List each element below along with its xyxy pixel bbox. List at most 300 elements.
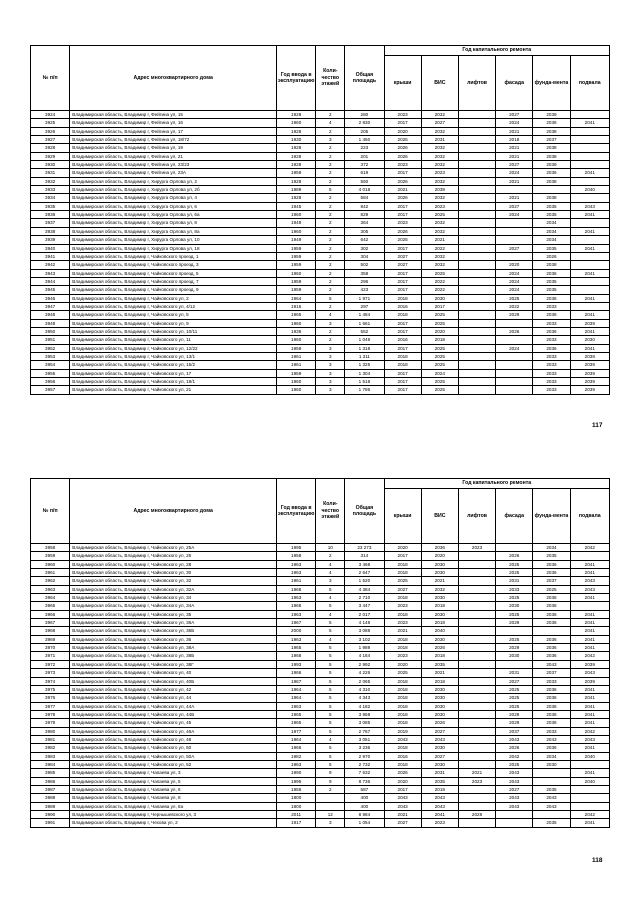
cell-facade: [496, 319, 533, 327]
cell-area: 3 447: [345, 602, 384, 610]
cell-roof: 2018: [384, 311, 421, 319]
cell-basement: [570, 602, 609, 610]
table-row: [31, 752, 610, 760]
cell-floors: 3: [316, 352, 345, 360]
cell-area: 2 647: [345, 569, 384, 577]
col-header-num: № п/п: [31, 46, 70, 111]
cell-foundation: 2036: [533, 744, 570, 752]
cell-year: 1963: [277, 610, 316, 618]
cell-vis: 2032: [421, 111, 458, 119]
cell-year: 1961: [277, 361, 316, 369]
cell-vis: 2021: [421, 669, 458, 677]
cell-area: 400: [345, 802, 384, 810]
cell-basement: 2039: [570, 361, 609, 369]
cell-num: 3986: [31, 777, 70, 785]
cell-floors: 4: [316, 569, 345, 577]
cell-area: 205: [345, 127, 384, 135]
cell-lift: [458, 327, 495, 335]
cell-area: 3 102: [345, 635, 384, 643]
cell-lift: [458, 610, 495, 618]
table-row: [31, 177, 610, 185]
cell-floors: 2: [316, 252, 345, 260]
cell-basement: [570, 219, 609, 227]
cell-num: 3931: [31, 169, 70, 177]
cell-foundation: 2036: [533, 702, 570, 710]
cell-area: 1 484: [345, 311, 384, 319]
table-row: [31, 161, 610, 169]
cell-year: 2000: [277, 627, 316, 635]
cell-basement: 2040: [570, 777, 609, 785]
cell-year: 1915: [277, 302, 316, 310]
cell-year: 1977: [277, 727, 316, 735]
cell-area: 2 065: [345, 677, 384, 685]
cell-lift: [458, 677, 495, 685]
table-row: [31, 286, 610, 294]
cell-address: Владимирская область, Владимир г, Хирурга Орлова ул, 18: [70, 244, 277, 252]
cell-vis: 2025: [421, 344, 458, 352]
cell-roof: 2018: [384, 677, 421, 685]
cell-area: 3 468: [345, 560, 384, 568]
cell-basement: 2038: [570, 352, 609, 360]
table-row: [31, 194, 610, 202]
cell-vis: 2030: [421, 760, 458, 768]
cell-year: 1959: [277, 169, 316, 177]
cell-foundation: 2036: [533, 610, 570, 618]
cell-address: Владимирская область, Владимир г, Чайковского ул, 45: [70, 719, 277, 727]
cell-floors: 2: [316, 269, 345, 277]
cell-facade: 2026: [496, 552, 533, 560]
cell-area: 619: [345, 169, 384, 177]
cell-year: 1967: [277, 677, 316, 685]
cell-vis: 2030: [421, 594, 458, 602]
cell-vis: 2025: [421, 361, 458, 369]
cell-vis: 2040: [421, 627, 458, 635]
cell-num: 3978: [31, 710, 70, 718]
cell-year: 1959: [277, 277, 316, 285]
cell-facade: 2025: [496, 702, 533, 710]
cell-basement: [570, 794, 609, 802]
cell-roof: 2020: [384, 127, 421, 135]
cell-lift: [458, 685, 495, 693]
cell-facade: 2043: [496, 769, 533, 777]
cell-year: 1968: [277, 585, 316, 593]
cell-facade: 2027: [496, 161, 533, 169]
cell-foundation: [533, 627, 570, 635]
cell-area: 23 273: [345, 544, 384, 552]
cell-basement: 2039: [570, 369, 609, 377]
cell-num: 3962: [31, 577, 70, 585]
cell-roof: 2021: [384, 186, 421, 194]
cell-facade: 2037: [496, 727, 533, 735]
cell-address: Владимирская область, Владимир г, Фейгина ул, 23/23: [70, 161, 277, 169]
document-page-117: [30, 45, 610, 395]
table-row: [31, 785, 610, 793]
cell-roof: 2017: [384, 552, 421, 560]
cell-basement: 2041: [570, 819, 609, 827]
cell-lift: [458, 144, 495, 152]
cell-vis: 2025: [421, 319, 458, 327]
table-row: [31, 627, 610, 635]
table-row: [31, 602, 610, 610]
cell-roof: 2025: [384, 577, 421, 585]
cell-floors: 2: [316, 244, 345, 252]
cell-foundation: 2036: [533, 294, 570, 302]
cell-facade: [496, 378, 533, 386]
cell-year: 1960: [277, 119, 316, 127]
cell-area: 1 661: [345, 319, 384, 327]
cell-area: 4 148: [345, 619, 384, 627]
cell-area: 7 532: [345, 769, 384, 777]
cell-floors: 4: [316, 610, 345, 618]
cell-foundation: 2036: [533, 694, 570, 702]
cell-facade: 2021: [496, 144, 533, 152]
cell-address: Владимирская область, Владимир г, Хирурга Орлова ул, 4: [70, 194, 277, 202]
cell-basement: [570, 760, 609, 768]
cell-facade: 2029: [496, 311, 533, 319]
cell-area: 4 018: [345, 186, 384, 194]
cell-lift: 2023: [458, 777, 495, 785]
cell-roof: 2018: [384, 760, 421, 768]
cell-address: Владимирская область, Владимир г, Чайковского ул, 9: [70, 319, 277, 327]
table-row: [31, 169, 610, 177]
cell-basement: 2042: [570, 652, 609, 660]
cell-area: 2 992: [345, 660, 384, 668]
cell-year: 1936: [277, 327, 316, 335]
table-row: [31, 569, 610, 577]
cell-roof: 2017: [384, 785, 421, 793]
cell-area: 1 520: [345, 577, 384, 585]
cell-floors: 4: [316, 311, 345, 319]
cell-num: 3971: [31, 652, 70, 660]
cell-facade: [496, 219, 533, 227]
cell-vis: 2032: [421, 127, 458, 135]
table-row: [31, 252, 610, 260]
cell-lift: [458, 585, 495, 593]
cell-year: 1917: [277, 819, 316, 827]
cell-lift: [458, 269, 495, 277]
cell-basement: 2041: [570, 719, 609, 727]
cell-num: 3966: [31, 610, 70, 618]
cell-foundation: 2036: [533, 644, 570, 652]
cell-floors: 12: [316, 811, 345, 819]
cell-roof: 2026: [384, 227, 421, 235]
cell-foundation: 2036: [533, 594, 570, 602]
cell-num: 3970: [31, 644, 70, 652]
cell-num: 3935: [31, 202, 70, 210]
cell-lift: [458, 378, 495, 386]
cell-address: Владимирская область, Владимир г, Чапаева ул, 3: [70, 769, 277, 777]
cell-vis: 2021: [421, 236, 458, 244]
cell-floors: 2: [316, 227, 345, 235]
cell-area: 587: [345, 785, 384, 793]
table-row: [31, 719, 610, 727]
cell-vis: 2032: [421, 194, 458, 202]
cell-vis: 2017: [421, 302, 458, 310]
cell-vis: 2032: [421, 161, 458, 169]
cell-lift: [458, 744, 495, 752]
cell-year: 1965: [277, 644, 316, 652]
cell-area: 1 311: [345, 352, 384, 360]
cell-facade: [496, 369, 533, 377]
cell-floors: 2: [316, 161, 345, 169]
cell-lift: [458, 194, 495, 202]
cell-year: 1928: [277, 111, 316, 119]
cell-num: 3983: [31, 752, 70, 760]
cell-vis: 2032: [421, 585, 458, 593]
cell-year: 1963: [277, 594, 316, 602]
cell-basement: 2041: [570, 344, 609, 352]
cell-floors: 3: [316, 577, 345, 585]
cell-roof: 2023: [384, 602, 421, 610]
col-header-repair-group: Год капитального ремонта: [384, 46, 609, 56]
cell-foundation: 2025: [533, 585, 570, 593]
table-row: [31, 560, 610, 568]
table-row: [31, 236, 610, 244]
cell-basement: 2041: [570, 269, 609, 277]
cell-year: 1963: [277, 702, 316, 710]
cell-num: 3968: [31, 627, 70, 635]
cell-address: Владимирская область, Владимир г, Чайковского ул, 50А: [70, 752, 277, 760]
cell-floors: 2: [316, 552, 345, 560]
cell-lift: [458, 136, 495, 144]
cell-area: 2 767: [345, 727, 384, 735]
cell-roof: 2017: [384, 327, 421, 335]
cell-year: 1949: [277, 236, 316, 244]
cell-year: 1960: [277, 378, 316, 386]
table-row: [31, 577, 610, 585]
cell-vis: 2030: [421, 702, 458, 710]
cell-lift: [458, 352, 495, 360]
cell-roof: 2018: [384, 694, 421, 702]
cell-year: 1960: [277, 319, 316, 327]
cell-roof: 2023: [384, 111, 421, 119]
cell-num: 3984: [31, 760, 70, 768]
table-row: [31, 277, 610, 285]
cell-address: Владимирская область, Владимир г, Чайковского ул, 34: [70, 594, 277, 602]
cell-vis: 2043: [421, 794, 458, 802]
cell-basement: 2041: [570, 227, 609, 235]
col-header-lift: лифтов: [458, 489, 495, 544]
cell-address: Владимирская область, Владимир г, Чапаева ул, 8: [70, 794, 277, 802]
cell-num: 3933: [31, 186, 70, 194]
cell-num: 3952: [31, 344, 70, 352]
table-row: [31, 227, 610, 235]
cell-facade: 2027: [496, 111, 533, 119]
cell-facade: 2025: [496, 569, 533, 577]
cell-year: 1949: [277, 219, 316, 227]
table-row: [31, 261, 610, 269]
cell-num: 3975: [31, 685, 70, 693]
cell-floors: 2: [316, 219, 345, 227]
cell-year: 1959: [277, 261, 316, 269]
cell-basement: [570, 552, 609, 560]
cell-facade: 2043: [496, 802, 533, 810]
cell-floors: 5: [316, 702, 345, 710]
cell-basement: 2041: [570, 769, 609, 777]
cell-floors: 2: [316, 211, 345, 219]
cell-lift: [458, 735, 495, 743]
cell-year: 1964: [277, 735, 316, 743]
cell-vis: 2025: [421, 211, 458, 219]
cell-basement: 2041: [570, 635, 609, 643]
cell-area: 4 226: [345, 669, 384, 677]
cell-address: Владимирская область, Владимир г, Чайковского ул, 44Б: [70, 710, 277, 718]
cell-address: Владимирская область, Владимир г, Чайковского ул, 21: [70, 386, 277, 394]
cell-vis: 2030: [421, 710, 458, 718]
cell-floors: 5: [316, 627, 345, 635]
cell-lift: [458, 386, 495, 394]
table-row: [31, 352, 610, 360]
cell-foundation: 2038: [533, 177, 570, 185]
cell-facade: 2031: [496, 669, 533, 677]
cell-address: Владимирская область, Владимир г, Чайковского ул, 35: [70, 610, 277, 618]
cell-facade: 2029: [496, 719, 533, 727]
cell-foundation: 2043: [533, 794, 570, 802]
cell-num: 3934: [31, 194, 70, 202]
cell-num: 3939: [31, 236, 70, 244]
cell-facade: 2027: [496, 785, 533, 793]
cell-facade: 2043: [496, 735, 533, 743]
cell-floors: 3: [316, 136, 345, 144]
cell-floors: 2: [316, 236, 345, 244]
cell-address: Владимирская область, Владимир г, Чайковского ул, 36: [70, 635, 277, 643]
cell-vis: 2032: [421, 152, 458, 160]
cell-roof: 2018: [384, 685, 421, 693]
cell-year: 1963: [277, 569, 316, 577]
cell-foundation: [533, 769, 570, 777]
cell-vis: 2031: [421, 136, 458, 144]
cell-floors: 2: [316, 261, 345, 269]
cell-num: 3985: [31, 769, 70, 777]
cell-address: Владимирская область, Владимир г, Чайковского ул, 48: [70, 735, 277, 743]
cell-vis: 2036: [421, 544, 458, 552]
col-header-roof: крыши: [384, 56, 421, 111]
cell-facade: [496, 819, 533, 827]
cell-roof: 2043: [384, 802, 421, 810]
cell-floors: 2: [316, 169, 345, 177]
cell-area: 364: [345, 219, 384, 227]
cell-floors: 5: [316, 652, 345, 660]
cell-area: 305: [345, 227, 384, 235]
table-row: [31, 361, 610, 369]
cell-address: Владимирская область, Владимир г, Фейгина ул, 19: [70, 144, 277, 152]
cell-area: 4 310: [345, 685, 384, 693]
cell-address: Владимирская область, Владимир г, Чайковского ул, 32А: [70, 585, 277, 593]
cell-roof: 2018: [384, 702, 421, 710]
cell-address: Владимирская область, Владимир г, Хирурга Орлова ул, 8а: [70, 227, 277, 235]
cell-area: 502: [345, 261, 384, 269]
cell-roof: 2017: [384, 169, 421, 177]
cell-facade: 2024: [496, 344, 533, 352]
cell-address: Владимирская область, Владимир г, Чайковского ул, 25А: [70, 544, 277, 552]
cell-roof: 2020: [384, 777, 421, 785]
cell-basement: [570, 161, 609, 169]
cell-foundation: 2035: [533, 286, 570, 294]
cell-roof: 2021: [384, 627, 421, 635]
cell-facade: 2027: [496, 244, 533, 252]
cell-floors: 3: [316, 319, 345, 327]
cell-basement: [570, 277, 609, 285]
cell-area: 304: [345, 252, 384, 260]
cell-roof: 2017: [384, 386, 421, 394]
cell-basement: 2043: [570, 202, 609, 210]
cell-roof: 2026: [384, 177, 421, 185]
cell-num: 3954: [31, 361, 70, 369]
cell-floors: 3: [316, 386, 345, 394]
cell-num: 3947: [31, 302, 70, 310]
cell-basement: [570, 144, 609, 152]
table-row: [31, 186, 610, 194]
table-row: [31, 619, 610, 627]
cell-address: Владимирская область, Владимир г, Чайковского ул, 30: [70, 569, 277, 577]
cell-vis: 2032: [421, 144, 458, 152]
cell-area: 829: [345, 211, 384, 219]
table-row: [31, 344, 610, 352]
cell-area: 314: [345, 552, 384, 560]
cell-area: 560: [345, 177, 384, 185]
cell-year: 1966: [277, 744, 316, 752]
cell-basement: [570, 194, 609, 202]
cell-address: Владимирская область, Владимир г, Чайковского ул, 38А: [70, 644, 277, 652]
cell-area: 4 343: [345, 694, 384, 702]
cell-area: 3 088: [345, 627, 384, 635]
cell-area: 372: [345, 161, 384, 169]
cell-vis: 2032: [421, 219, 458, 227]
cell-num: 3990: [31, 811, 70, 819]
table-row: [31, 378, 610, 386]
cell-basement: 2041: [570, 327, 609, 335]
cell-area: 3 958: [345, 710, 384, 718]
cell-vis: 2018: [421, 336, 458, 344]
cell-lift: [458, 211, 495, 219]
cell-area: 302: [345, 244, 384, 252]
repair-schedule-table: [30, 478, 610, 828]
cell-roof: 2025: [384, 236, 421, 244]
cell-address: Владимирская область, Владимир г, Чайковского ул, 38Г: [70, 660, 277, 668]
cell-area: 280: [345, 111, 384, 119]
cell-floors: 5: [316, 644, 345, 652]
cell-lift: [458, 635, 495, 643]
cell-facade: [496, 544, 533, 552]
cell-basement: 2030: [570, 336, 609, 344]
cell-lift: 2021: [458, 769, 495, 777]
cell-facade: [496, 227, 533, 235]
cell-foundation: 2035: [533, 277, 570, 285]
table-row: [31, 152, 610, 160]
cell-foundation: 2036: [533, 710, 570, 718]
table-row: [31, 660, 610, 668]
cell-roof: 2025: [384, 669, 421, 677]
table-row: [31, 244, 610, 252]
cell-address: Владимирская область, Владимир г, Чайковского ул, 13/1: [70, 352, 277, 360]
cell-vis: 2030: [421, 744, 458, 752]
table-row: [31, 294, 610, 302]
cell-floors: 9: [316, 777, 345, 785]
cell-address: Владимирская область, Владимир г, Хирурга Орлова ул, 6а: [70, 211, 277, 219]
cell-lift: [458, 161, 495, 169]
cell-year: 1960: [277, 227, 316, 235]
cell-vis: 2030: [421, 635, 458, 643]
cell-address: Владимирская область, Владимир г, Чайковского ул, 34А: [70, 602, 277, 610]
cell-foundation: 2034: [533, 752, 570, 760]
cell-basement: 2041: [570, 569, 609, 577]
cell-basement: 2039: [570, 319, 609, 327]
cell-num: 3979: [31, 719, 70, 727]
cell-floors: [316, 794, 345, 802]
cell-address: Владимирская область, Владимир г, Фейгина ул, 15: [70, 111, 277, 119]
table-body: [31, 544, 610, 828]
cell-lift: [458, 119, 495, 127]
